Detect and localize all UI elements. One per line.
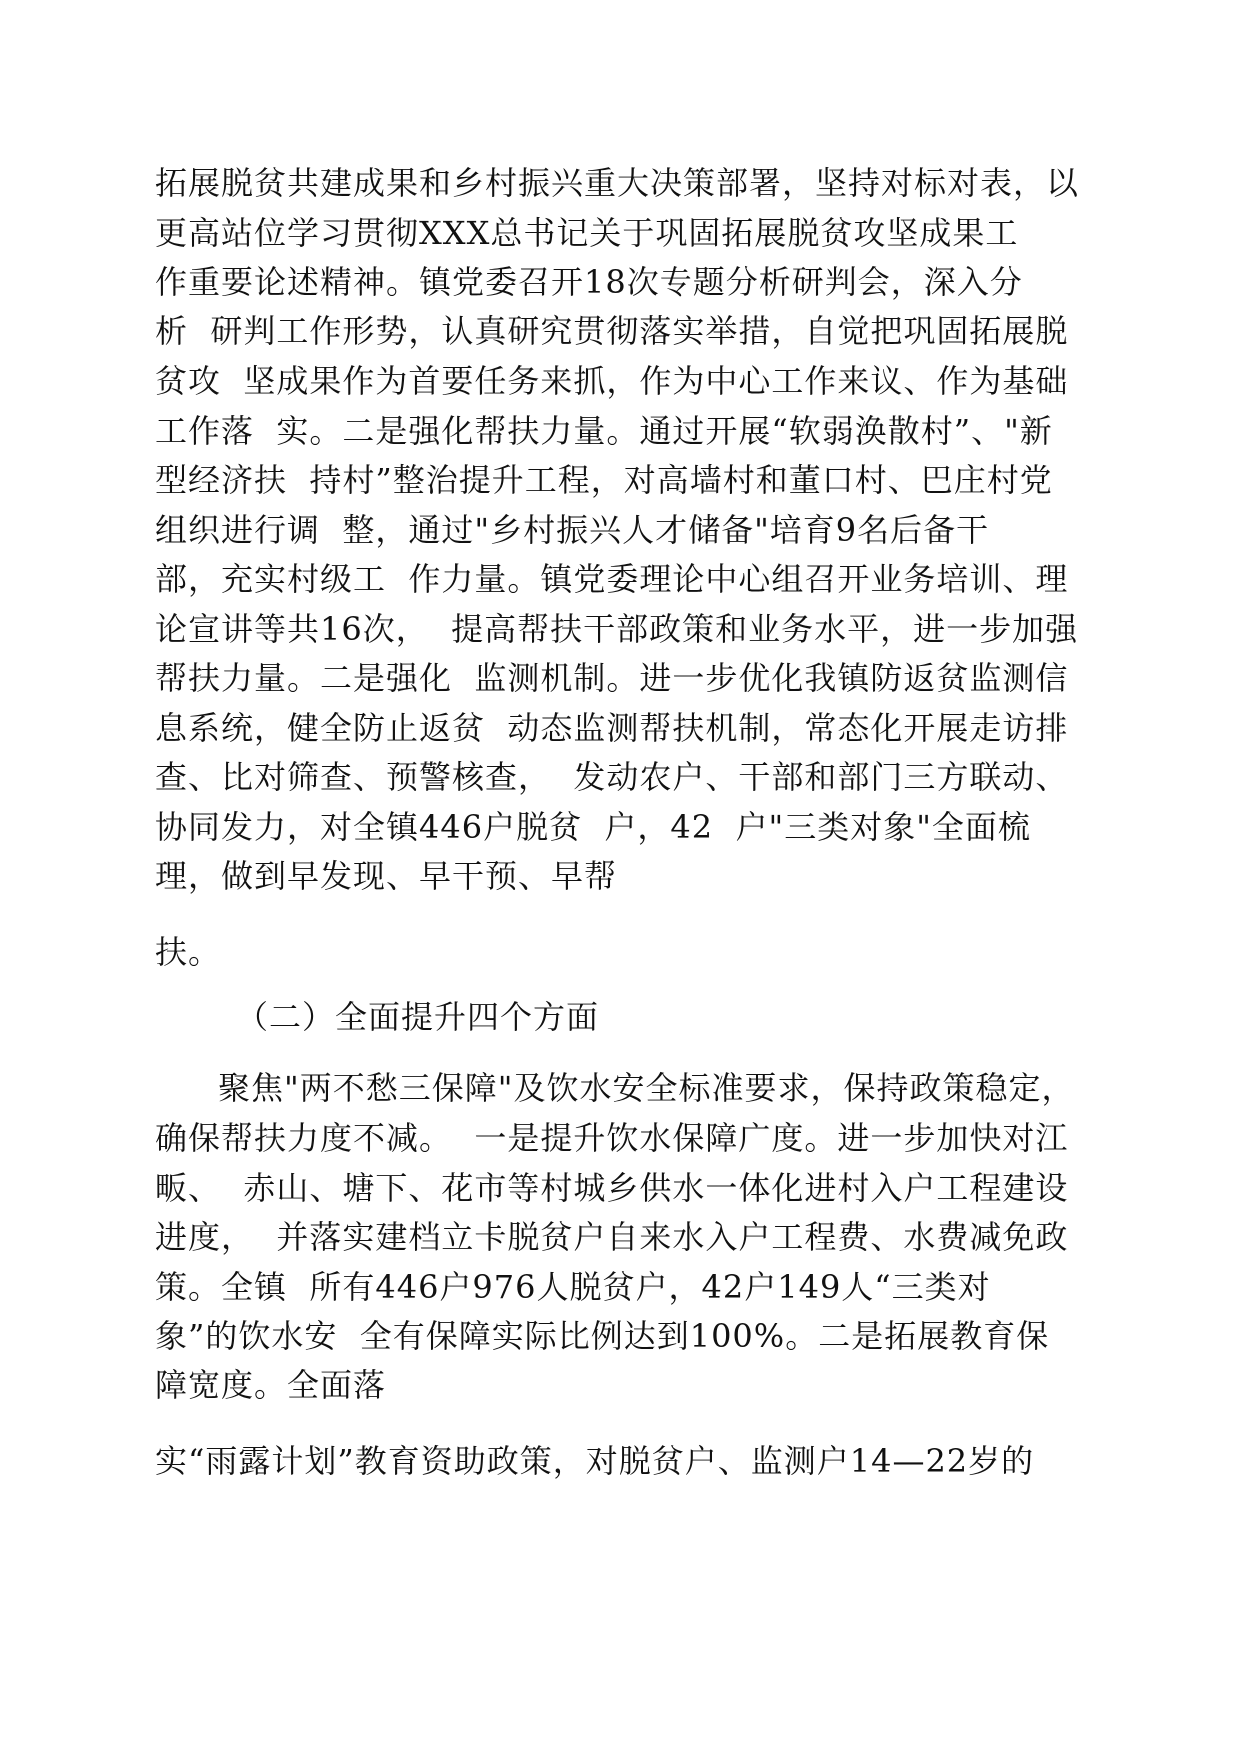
body-text-line: 查、比对筛查、预警核查， 发动农户、干部和部门三方联动、 bbox=[155, 758, 1069, 796]
body-text-line: 策。全镇 所有446户976人脱贫户，42户149人“三类对 bbox=[155, 1268, 991, 1306]
body-text-line: 确保帮扶力度不减。 一是提升饮水保障广度。进一步加快对江 bbox=[155, 1119, 1069, 1157]
body-text-line: 作重要论述精神。镇党委召开18次专题分析研判会，深入分 bbox=[155, 263, 1023, 301]
body-text-line: 畈、 赤山、塘下、花市等村城乡供水一体化进村入户工程建设 bbox=[155, 1169, 1069, 1207]
body-text-line: 象”的饮水安 全有保障实际比例达到100%。二是拓展教育保 bbox=[155, 1317, 1050, 1355]
body-text-line: 障宽度。全面落 bbox=[155, 1366, 387, 1404]
body-text-line: 帮扶力量。二是强化 监测机制。进一步优化我镇防返贫监测信 bbox=[155, 659, 1069, 697]
body-text-line: 协同发力，对全镇446户脱贫 户，42 户"三类对象"全面梳 bbox=[155, 808, 1031, 846]
body-text-line: 部，充实村级工 作力量。镇党委理论中心组召开业务培训、理 bbox=[155, 560, 1069, 598]
body-text-line: 析 研判工作形势，认真研究贯彻落实举措，自觉把巩固拓展脱 bbox=[155, 312, 1069, 350]
body-text-line: 拓展脱贫共建成果和乡村振兴重大决策部署，坚持对标对表，以 bbox=[155, 164, 1080, 202]
body-text-line: 更高站位学习贯彻XXX总书记关于巩固拓展脱贫攻坚成果工 bbox=[155, 214, 1019, 252]
body-text-line: 聚焦"两不愁三保障"及饮水安全标准要求，保持政策稳定， bbox=[218, 1069, 1075, 1107]
body-text-line: 型经济扶 持村”整治提升工程，对高墙村和董口村、巴庄村党 bbox=[155, 461, 1053, 499]
body-text-line: 息系统，健全防止返贫 动态监测帮扶机制，常态化开展走访排 bbox=[155, 709, 1069, 747]
body-text-line: 进度， 并落实建档立卡脱贫户自来水入户工程费、水费减免政 bbox=[155, 1218, 1069, 1256]
body-text-line: 论宣讲等共16次， 提高帮扶干部政策和业务水平，进一步加强 bbox=[155, 610, 1079, 648]
body-text-line: 扶。 bbox=[155, 933, 222, 971]
body-text-line: 理，做到早发现、早干预、早帮 bbox=[155, 857, 618, 895]
section-heading: （二）全面提升四个方面 bbox=[236, 998, 600, 1036]
body-text-line: 工作落 实。二是强化帮扶力量。通过开展“软弱涣散村”、"新 bbox=[155, 412, 1053, 450]
body-text-line: 贫攻 坚成果作为首要任务来抓，作为中心工作来议、作为基础 bbox=[155, 362, 1069, 400]
body-text-line: 实“雨露计划”教育资助政策，对脱贫户、监测户14—22岁的 bbox=[155, 1442, 1035, 1480]
body-text-line: 组织进行调 整，通过"乡村振兴人才储备"培育9名后备干 bbox=[155, 511, 990, 549]
